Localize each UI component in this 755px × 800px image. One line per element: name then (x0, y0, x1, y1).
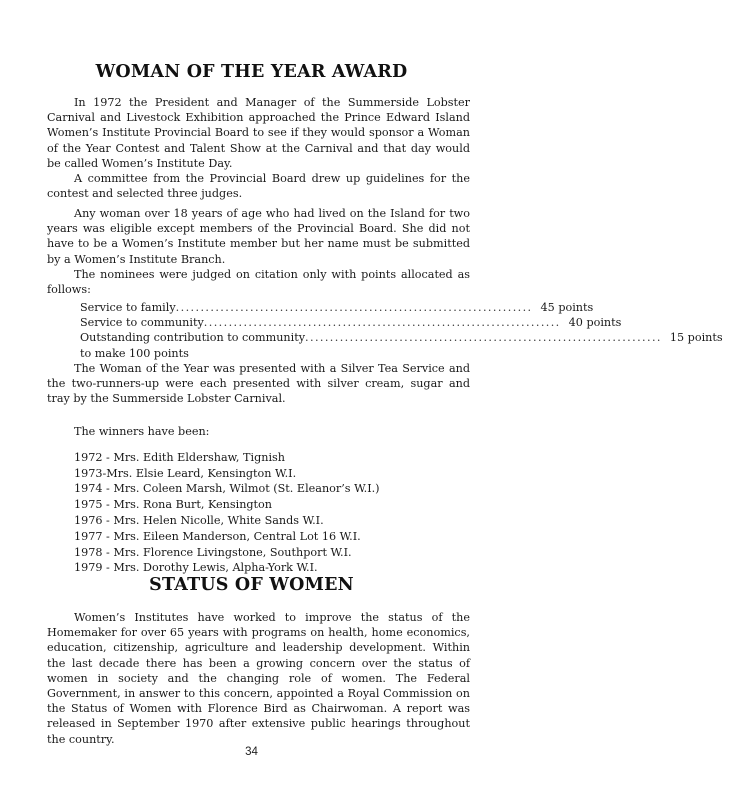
points-value: 45 points (540, 301, 594, 314)
sow-paragraph-1: Women’s Institutes have worked to improve the status of the Homemaker for over 65 years with programs on health, home economics, education, citizenship, agriculture and leadership development. Within the last decade there has been a growing concern over the status of women in society and the changing role of women. The Federal Government, in answer to this concern, appointed a Royal Commission on the Status of Women with Florence Bird as Chairwoman. A report was released in September 1970 after extensive public hearings throughout the country. (47, 611, 470, 746)
winners-list (74, 424, 464, 576)
winner-item: 1977 - Mrs. Eileen Manderson, Central Lot 16 W.I. (74, 529, 361, 543)
winner-item: 1972 - Mrs. Edith Eldershaw, Tignish (74, 450, 285, 464)
points-label: Service to community (80, 316, 204, 330)
points-row (80, 315, 622, 330)
status-of-women-heading: STATUS OF WOMEN (149, 575, 354, 595)
woty-paragraph-3: Any woman over 18 years of age who had lived on the Island for two years was eligible except members of the Provincial Board. She did not have to be a Women’s Institute member but her name must be submitted by a Women’s Institute Branch. (47, 207, 470, 266)
winner-item: 1976 - Mrs. Helen Nicolle, White Sands W.I. (74, 513, 324, 527)
points-value: 15 points (669, 331, 723, 345)
points-allocation-list (80, 300, 723, 361)
points-note: to make 100 points (80, 346, 189, 360)
winner-item: 1973-Mrs. Elsie Leard, Kensington W.I. (74, 466, 297, 480)
winner-item: 1975 - Mrs. Rona Burt, Kensington (74, 498, 272, 512)
leader-dots: ........................................................................ (305, 331, 662, 345)
winner-item: 1974 - Mrs. Coleen Marsh, Wilmot (St. Eleanor’s W.I.) (74, 482, 380, 496)
winner-item: 1978 - Mrs. Florence Livingstone, Southport W.I. (74, 545, 352, 559)
leader-dots: ........................................................................ (175, 301, 533, 314)
page-number: 34 (245, 746, 258, 758)
points-label: Service to family (80, 301, 176, 314)
woman-of-the-year-heading: WOMAN OF THE YEAR AWARD (95, 62, 408, 82)
winners-intro: The winners have been: (74, 425, 210, 438)
points-value: 40 points (568, 316, 622, 330)
woty-paragraph-1: In 1972 the President and Manager of the Summerside Lobster Carnival and Livestock Exhibition approached the Prince Edward Island Women’s Institute Provincial Board to see if they would sponsor a Woman of the Year Contest and Talent Show at the Carnival and that day would be called Women’s Institute Day. (47, 96, 470, 170)
points-row (80, 330, 723, 345)
leader-dots: ........................................................................ (203, 316, 561, 330)
winner-item: 1979 - Mrs. Dorothy Lewis, Alpha-York W.I. (74, 561, 318, 575)
woty-paragraph-4: The nominees were judged on citation only with points allocated as follows: (47, 268, 470, 297)
woty-paragraph-5: The Woman of the Year was presented with a Silver Tea Service and the two-runners-up were each presented with silver cream, sugar and tray by the Summerside Lobster Carnival. (47, 362, 470, 406)
points-label: Outstanding contribution to community (80, 331, 306, 345)
points-row (80, 300, 594, 315)
woty-paragraph-2: A committee from the Provincial Board drew up guidelines for the contest and selected three judges. (47, 172, 470, 201)
